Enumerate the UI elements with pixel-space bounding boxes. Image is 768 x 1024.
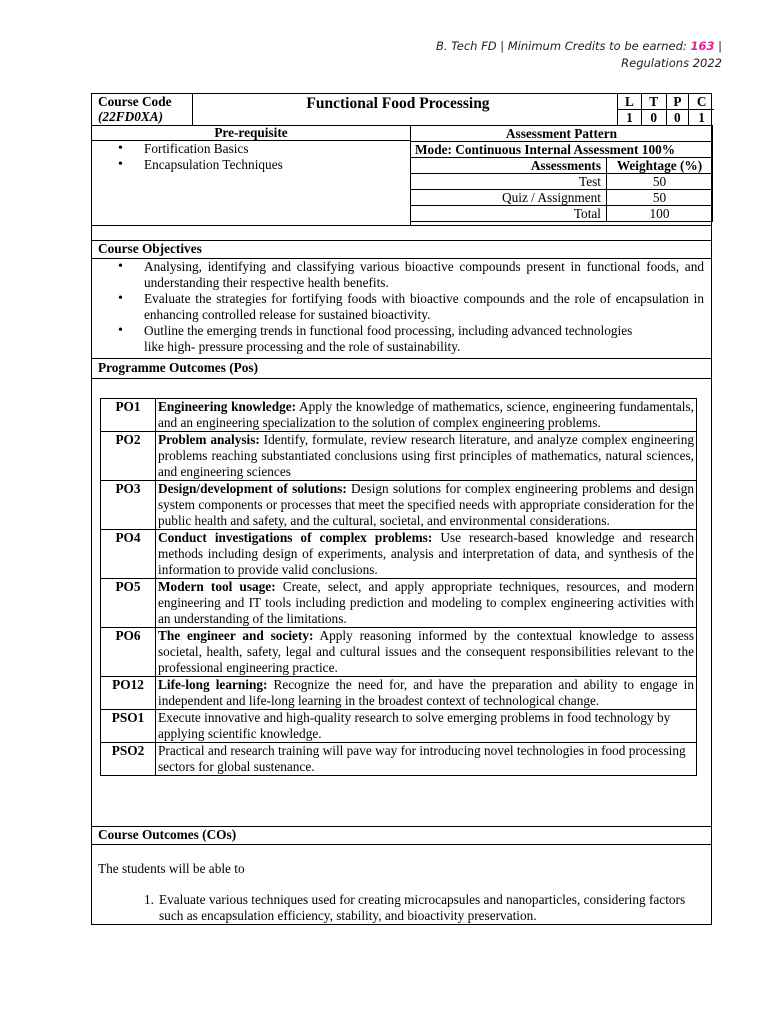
list-item: • Analysing, identifying and classifying various bioactive compounds present in functional foods, and understanding their respective health benefits. [92, 259, 704, 291]
ltpc-value-p: 0 [666, 110, 689, 126]
prerequisite-list [92, 141, 410, 173]
po-code: PO6 [101, 628, 156, 677]
table-row [101, 628, 697, 677]
course-syllabus-box [91, 93, 712, 925]
credits-value: 163 [690, 39, 715, 53]
header-credits-label: B. Tech FD | Minimum Credits to be earned: [435, 39, 691, 53]
po-code: PSO2 [101, 743, 156, 776]
po-text [156, 481, 697, 530]
header-separator: | [714, 39, 722, 53]
po-text [156, 579, 697, 628]
table-row [101, 677, 697, 710]
assessment-name: Quiz / Assignment [411, 190, 607, 206]
list-item: • Evaluate the strategies for fortifying foods with bioactive compounds and the role of encapsulation in enhancing controlled release for sustained bioactivity. [92, 291, 704, 323]
programme-outcomes-table [100, 398, 697, 776]
table-row [101, 481, 697, 530]
po-description: Design solutions for complex engineering problems and design system components or processes that meet the specified needs with appropriate consideration for the public health and safety, and the cultural, societal, and environmental considerations. [158, 481, 695, 528]
ltpc-value-l: 1 [618, 110, 641, 126]
divider [92, 378, 711, 379]
header-line-2: Regulations 2022 [621, 56, 722, 70]
table-row [101, 743, 697, 776]
po-text [156, 399, 697, 432]
po-code: PO3 [101, 481, 156, 530]
ltpc-label-p: P [666, 94, 689, 110]
po-description: Apply the knowledge of mathematics, science, engineering fundamentals, and an engineering specialization to the solution of complex engineering problems. [158, 399, 694, 430]
ltpc-label-c: C [689, 94, 714, 110]
ltpc-value-c: 1 [698, 110, 705, 125]
course-code-value: (22FD0XA) [98, 109, 164, 124]
assessment-weight: 100 [607, 206, 713, 222]
programme-outcomes-heading: Programme Outcomes (Pos) [98, 360, 259, 375]
ltpc-grid [617, 94, 714, 125]
list-item: • Outline the emerging trends in functional food processing, including advanced technologies like high- pressure processing and the role of sustainability. [92, 323, 704, 355]
objectives-list [92, 259, 704, 355]
course-code-cell [92, 94, 193, 125]
divider [92, 225, 711, 226]
table-row [101, 710, 697, 743]
assessment-table [410, 125, 713, 222]
table-row [101, 399, 697, 432]
po-title: Modern tool usage: [158, 579, 276, 594]
course-outcomes-intro: The students will be able to [98, 861, 245, 876]
po-description: Recognize the need for, and have the preparation and ability to engage in independent and life-long learning in the broadest context of technological change. [158, 677, 694, 708]
assessment-weight: 50 [607, 174, 713, 190]
po-description: Use research-based knowledge and research methods including design of experiments, analysis and interpretation of data, and synthesis of the information to provide valid conclusions. [158, 530, 695, 577]
assessment-name: Total [411, 206, 607, 222]
course-outcome-text: Evaluate various techniques used for creating microcapsules and nanoparticles, considering factors such as encapsulation efficiency, stability, and bioactivity preservation. [159, 892, 686, 923]
course-title: Functional Food Processing [306, 95, 490, 112]
prerequisite-heading: Pre-requisite [92, 125, 410, 141]
course-code-label: Course Code [98, 94, 172, 109]
assessment-mode: Mode: Continuous Internal Assessment 100% [411, 142, 713, 158]
po-title: Life-long learning: [158, 677, 268, 692]
po-code: PO2 [101, 432, 156, 481]
po-description: Identify, formulate, review research literature, and analyze complex engineering problems reaching substantiated conclusions using first principles of mathematics, natural sciences, and engineering sciences [158, 432, 694, 479]
po-title: Engineering knowledge: [158, 399, 297, 414]
ltpc-value-t: 0 [641, 110, 666, 126]
assessment-name: Test [411, 174, 607, 190]
po-title: Conduct investigations of complex problems: [158, 530, 433, 545]
po-description: Create, select, and apply appropriate techniques, resources, and modern engineering and IT tools including prediction and modeling to complex engineering activities with an understanding of the limitations. [158, 579, 694, 626]
po-title: Problem analysis: [158, 432, 260, 447]
po-description: Execute innovative and high-quality research to solve emerging problems in food technology by applying scientific knowledge. [158, 710, 671, 741]
divider [92, 844, 711, 845]
po-title: The engineer and society: [158, 628, 314, 643]
list-item: • Encapsulation Techniques [92, 157, 410, 173]
ltpc-label-t: T [641, 94, 666, 110]
assessments-header: Assessments [411, 158, 607, 174]
po-code: PO4 [101, 530, 156, 579]
assessment-weight: 50 [607, 190, 713, 206]
course-outcomes-heading: Course Outcomes (COs) [98, 827, 237, 842]
po-text [156, 743, 697, 776]
objectives-heading: Course Objectives [98, 241, 202, 256]
weightage-header: Weightage (%) [607, 158, 713, 174]
header-line-1 [436, 38, 722, 55]
po-code: PO1 [101, 399, 156, 432]
po-text [156, 628, 697, 677]
table-row [101, 530, 697, 579]
prerequisite-cell [92, 125, 411, 225]
page-header [436, 38, 722, 72]
po-text [156, 710, 697, 743]
divider [92, 358, 711, 359]
course-outcome-number: 1. [144, 892, 154, 907]
po-title: Design/development of solutions: [158, 481, 347, 496]
po-text [156, 432, 697, 481]
table-row [101, 579, 697, 628]
po-text [156, 677, 697, 710]
ltpc-label-l: L [618, 94, 641, 110]
po-code: PO12 [101, 677, 156, 710]
po-description: Practical and research training will pave way for introducing novel technologies in food processing sectors for global sustenance. [158, 743, 686, 774]
po-text [156, 530, 697, 579]
course-outcome-item [144, 892, 706, 924]
table-row [101, 432, 697, 481]
assessment-heading: Assessment Pattern [411, 126, 713, 142]
list-item: • Fortification Basics [92, 141, 410, 157]
po-description: Apply reasoning informed by the contextual knowledge to assess societal, health, safety, legal and cultural issues and the consequent responsibilities relevant to the professional engineering practice. [158, 628, 694, 675]
po-code: PO5 [101, 579, 156, 628]
po-code: PSO1 [101, 710, 156, 743]
